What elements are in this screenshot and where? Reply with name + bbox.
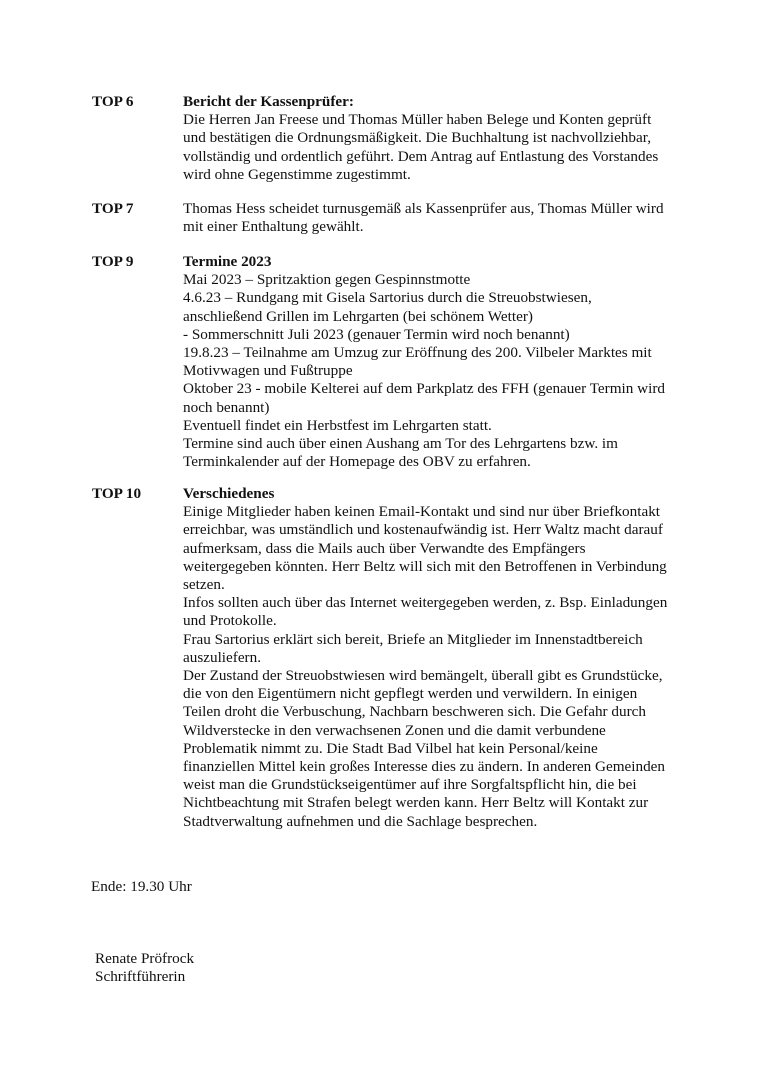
- section-number: TOP 6: [92, 93, 134, 110]
- text-line: Infos sollten auch über das Internet weitergegeben werden, z. Bsp. Einladungen: [183, 594, 668, 612]
- text-line: Termine sind auch über einen Aushang am Tor des Lehrgartens bzw. im: [183, 435, 618, 453]
- text-line: Teilen droht die Verbuschung, Nachbarn beschweren sich. Die Gefahr durch: [183, 703, 646, 721]
- section-body: [183, 93, 693, 184]
- text-line: setzen.: [183, 576, 225, 594]
- text-line: Einige Mitglieder haben keinen Email-Kontakt und sind nur über Briefkontakt: [183, 503, 661, 521]
- section-body: [183, 485, 693, 831]
- text-line: - Sommerschnitt Juli 2023 (genauer Termin wird noch benannt): [183, 325, 570, 343]
- text-line: Thomas Hess scheidet turnusgemäß als Kassenprüfer aus, Thomas Müller wird: [183, 200, 664, 217]
- section-title: Termine 2023: [183, 253, 272, 270]
- section-number: TOP 7: [92, 200, 134, 217]
- text-line: Nichtbeachtung mit Strafen belegt werden kann. Herr Beltz will Kontakt zur: [183, 794, 649, 812]
- text-line: Terminkalender auf der Homepage des OBV zu erfahren.: [183, 453, 531, 471]
- text-line: anschließend Grillen im Lehrgarten (bei schönem Wetter): [183, 307, 533, 325]
- text-line: die von den Eigentümern nicht gepflegt werden und verwildern. In einigen: [183, 685, 638, 703]
- text-line: Motivwagen und Fußtruppe: [183, 362, 353, 380]
- text-line: Frau Sartorius erklärt sich bereit, Briefe an Mitglieder im Innenstadtbereich: [183, 630, 643, 648]
- end-time: Ende: 19.30 Uhr: [91, 878, 192, 895]
- text-line: Stadtverwaltung aufnehmen und die Sachlage besprechen.: [183, 812, 538, 830]
- text-line: Wildverstecke in den verwachsenen Zonen und die damit verbundene: [183, 721, 606, 739]
- text-line: weitergegeben könnten. Herr Beltz will sich mit den Betroffenen in Verbindung: [183, 557, 667, 575]
- section-body: [183, 200, 693, 236]
- text-line: und Protokolle.: [183, 612, 277, 630]
- text-line: Eventuell findet ein Herbstfest im Lehrgarten statt.: [183, 416, 492, 434]
- text-line: Problematik nimmt zu. Die Stadt Bad Vilbel hat kein Personal/keine: [183, 739, 598, 757]
- text-line: auszuliefern.: [183, 648, 262, 666]
- text-line: mit einer Enthaltung gewählt.: [183, 218, 364, 236]
- section-number: TOP 9: [92, 253, 134, 270]
- text-line: weist man die Grundstückseigentümer auf ihre Sorgfaltspflicht hin, die bei: [183, 776, 637, 794]
- section-title: Bericht der Kassenprüfer:: [183, 93, 354, 110]
- signature-role: Schriftführerin: [95, 968, 186, 985]
- section-number: TOP 10: [92, 485, 142, 502]
- text-line: Die Herren Jan Freese und Thomas Müller haben Belege und Konten geprüft: [183, 111, 652, 129]
- section-body: [183, 253, 693, 471]
- text-line: erreichbar, was umständlich und kostenaufwändig ist. Herr Waltz macht darauf: [183, 521, 663, 539]
- text-line: 19.8.23 – Teilnahme am Umzug zur Eröffnung des 200. Vilbeler Marktes mit: [183, 344, 652, 362]
- text-line: vollständig und ordentlich geführt. Dem Antrag auf Entlastung des Vorstandes: [183, 147, 659, 165]
- text-line: Der Zustand der Streuobstwiesen wird bemängelt, überall gibt es Grundstücke,: [183, 667, 663, 685]
- text-line: finanziellen Mittel kein großes Interesse dies zu ändern. In anderen Gemeinden: [183, 758, 666, 776]
- text-line: noch benannt): [183, 398, 270, 416]
- text-line: Oktober 23 - mobile Kelterei auf dem Parkplatz des FFH (genauer Termin wird: [183, 380, 665, 398]
- signature-name: Renate Pröfrock: [95, 950, 195, 967]
- text-line: aufmerksam, dass die Mails auch über Verwandte des Empfängers: [183, 539, 586, 557]
- text-line: 4.6.23 – Rundgang mit Gisela Sartorius durch die Streuobstwiesen,: [183, 289, 592, 307]
- section-title: Verschiedenes: [183, 485, 275, 502]
- text-line: wird ohne Gegenstimme zugestimmt.: [183, 165, 411, 183]
- text-line: Mai 2023 – Spritzaktion gegen Gespinnstmotte: [183, 271, 471, 289]
- text-line: und bestätigen die Ordnungsmäßigkeit. Die Buchhaltung ist nachvollziehbar,: [183, 129, 651, 147]
